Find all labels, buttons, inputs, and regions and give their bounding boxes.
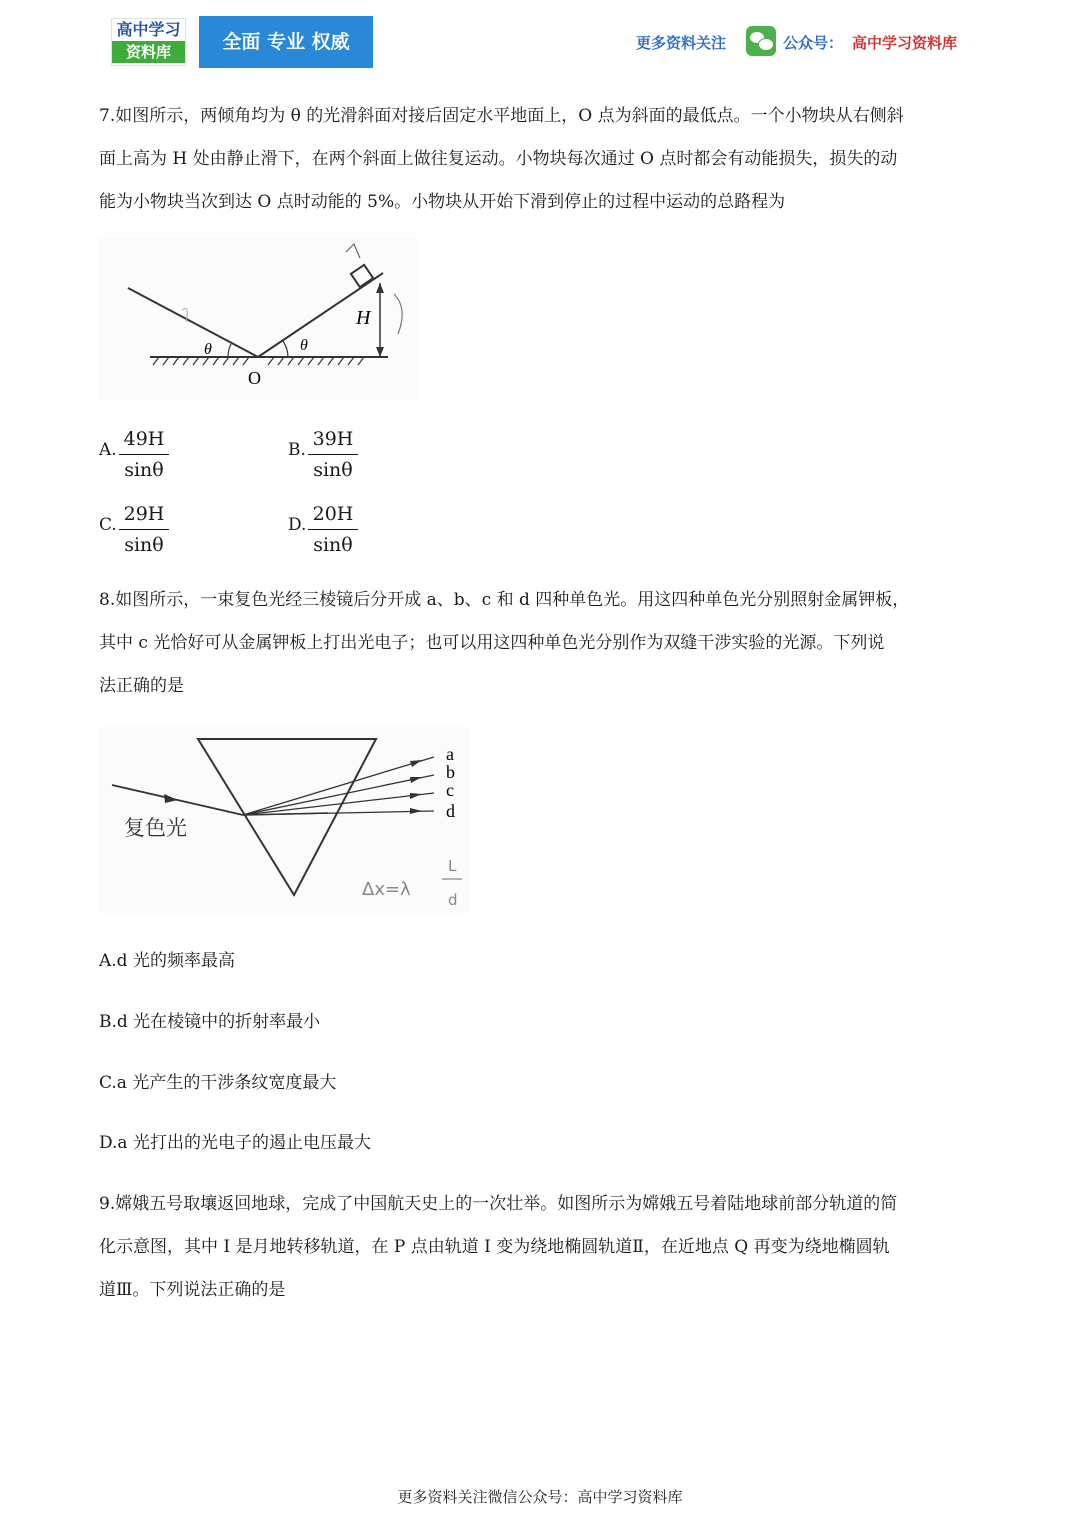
label-incident: 复色光 (124, 816, 187, 840)
q7-text-line-3: 能为小物块当次到达 O 点时动能的 5%。小物块从开始下滑到停止的过程中运动的总路程为 (99, 192, 786, 212)
fraction-numerator: 49H (123, 428, 165, 450)
logo-top-text: 高中学习 (116, 20, 181, 39)
fraction-denominator: sinθ (124, 459, 164, 481)
option-fraction (119, 426, 169, 483)
option-letter: C. (99, 515, 117, 535)
q8-text-line-1: 8.如图所示，一束复色光经三棱镜后分开成 a、b、c 和 d 四种单色光。用这四种单色光分别照射金属钾板， (99, 590, 910, 610)
fraction-numerator: 20H (312, 503, 354, 525)
q8-option-d[interactable]: D.a 光打出的光电子的遏止电压最大 (99, 1133, 371, 1153)
fraction-denominator: sinθ (313, 534, 353, 556)
q7-text-line-1: 7.如图所示，两倾角均为 θ 的光滑斜面对接后固定水平地面上，O 点为斜面的最低点。一个小物块从右侧斜 (99, 106, 904, 126)
q7-option-b[interactable] (288, 426, 468, 486)
handwriting-formula-numerator: L (448, 857, 457, 875)
logo (111, 18, 186, 66)
fraction-bar (308, 529, 358, 530)
gzh-label: 公众号： (783, 34, 844, 52)
label-h: H (356, 307, 371, 329)
follow-text: 更多资料关注 (636, 34, 727, 52)
q8-prism-figure (98, 727, 470, 913)
q8-text-line-2: 其中 c 光恰好可从金属钾板上打出光电子；也可以用这四种单色光分别作为双缝干涉实验的光源。下列说 (99, 633, 885, 653)
q9-text-line-3: 道Ⅲ。下列说法正确的是 (99, 1280, 286, 1300)
label-o: O (248, 368, 261, 388)
label-theta-right: θ (300, 337, 308, 354)
option-fraction (119, 501, 169, 558)
q7-option-d[interactable] (288, 501, 468, 561)
option-letter: D. (288, 515, 307, 535)
label-theta-left: θ (204, 341, 212, 358)
q9-text-line-2: 化示意图，其中 I 是月地转移轨道，在 P 点由轨道 I 变为绕地椭圆轨道Ⅱ，在近地点 Q 再变为绕地椭圆轨 (99, 1237, 890, 1257)
label-a: a (446, 744, 454, 764)
label-b: b (446, 762, 455, 782)
fraction-numerator: 39H (312, 428, 354, 450)
slogan-banner: 全面 专业 权威 (199, 16, 373, 68)
page-footer: 更多资料关注微信公众号：高中学习资料库 (397, 1488, 683, 1506)
handwriting-formula-denominator: d (448, 891, 458, 909)
q9-text-line-1: 9.嫦娥五号取壤返回地球，完成了中国航天史上的一次壮举。如图所示为嫦娥五号着陆地球前部分轨道的简 (99, 1194, 898, 1214)
fraction-denominator: sinθ (313, 459, 353, 481)
option-letter: B. (288, 440, 306, 460)
fraction-bar (308, 454, 358, 455)
q7-text-line-2: 面上高为 H 处由静止滑下，在两个斜面上做往复运动。小物块每次通过 O 点时都会有动能损失，损失的动 (99, 149, 898, 169)
fraction-denominator: sinθ (124, 534, 164, 556)
option-fraction (308, 426, 358, 483)
handwriting-formula: Δx=λ (362, 879, 411, 900)
page-header (0, 0, 1080, 80)
label-c: c (446, 780, 454, 800)
q8-option-c[interactable]: C.a 光产生的干涉条纹宽度最大 (99, 1073, 337, 1093)
q7-option-c[interactable] (99, 501, 279, 561)
fraction-bar (119, 529, 169, 530)
fraction-bar (119, 454, 169, 455)
option-fraction (308, 501, 358, 558)
q7-option-a[interactable] (99, 426, 279, 486)
wechat-icon (746, 26, 776, 56)
q8-option-a[interactable]: A.d 光的频率最高 (99, 951, 235, 971)
option-letter: A. (99, 440, 117, 460)
logo-bottom-text: 资料库 (112, 41, 185, 63)
q7-incline-figure (98, 238, 418, 400)
q8-option-b[interactable]: B.d 光在棱镜中的折射率最小 (99, 1012, 321, 1032)
q8-text-line-3: 法正确的是 (99, 676, 184, 696)
fraction-numerator: 29H (123, 503, 165, 525)
gzh-name: 高中学习资料库 (852, 34, 958, 52)
label-d: d (446, 801, 455, 821)
